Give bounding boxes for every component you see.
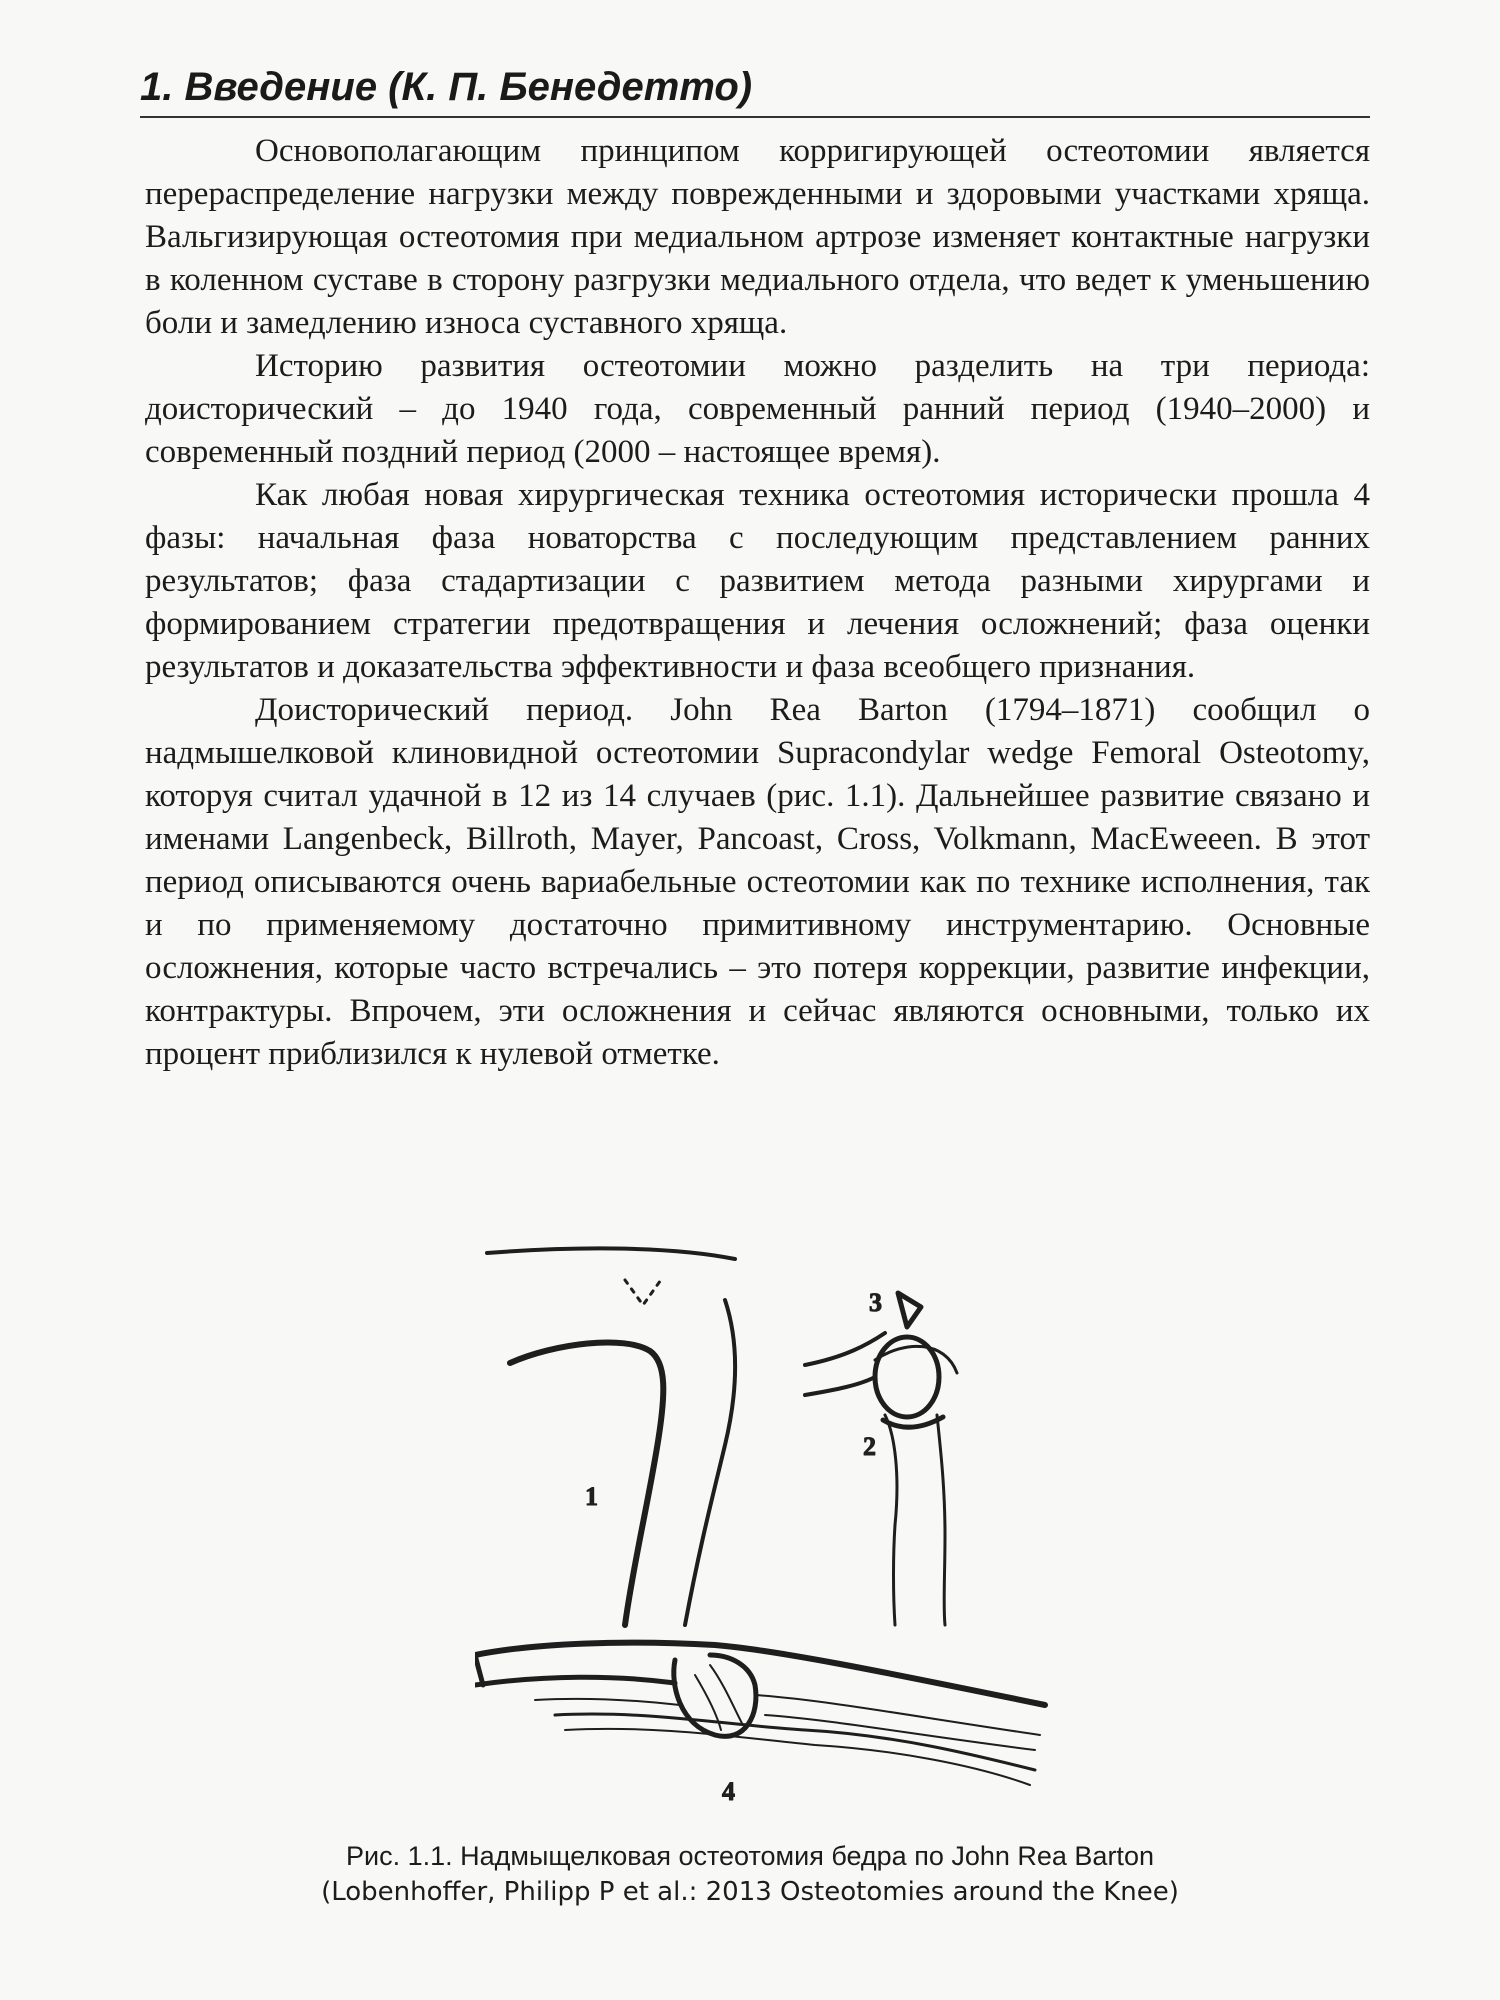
figure-caption: [180, 1838, 1320, 1910]
figure-label-2: 2: [863, 1432, 876, 1461]
paragraph: Основополагающим принципом корригирующей остеотомии является перераспределение нагрузки между поврежденными и здоровыми участками хряща. Вальгизирующая остеотомия при медиальном артрозе изменяет контактные нагрузки в коленном суставе в сторону разгрузки медиального отдела, что ведет к уменьшению боли и замедлению износа суставного хряща.: [145, 133, 1370, 341]
paragraph: Доисторический период. John Rea Barton (1794–1871) сообщил о надмышелковой клиновидной остеотомии Supracondylar wedge Femoral Osteotomy, которуя считал удачной в 12 из 14 случаев (рис. 1.1). Дальнейшее развитие связано и именами Langenbeck, Billroth, Mayer, Pancoast, Cross, Volkmann, MacEweeen. В этот период описываются очень вариабельные остеотомии как по технике исполнения, так и по применяемому достаточно примитивному инструментарию. Основные осложнения, которые часто встречались – это потеря коррекции, развитие инфекции, контрактуры. Впрочем, эти осложнения и сейчас являются основными, только их процент приблизился к нулевой отметке.: [145, 692, 1370, 1072]
paragraph: Как любая новая хирургическая техника остеотомия исторически прошла 4 фазы: начальная фаза новаторства с последующим представлением ранних результатов; фаза стадартизации с развитием метода разными хирургами и формированием стратегии предотвращения и лечения осложнений; фаза оценки результатов и доказательства эффективности и фаза всеобщего признания.: [145, 477, 1370, 685]
figure-label-3: 3: [869, 1288, 882, 1317]
caption-title: Рис. 1.1. Надмыщелковая остеотомия бедра по John Rea Barton: [346, 1841, 1154, 1871]
paragraph: Историю развития остеотомии можно разделить на три периода: доисторический – до 1940 года, современный ранний период (1940–2000) и современный поздний период (2000 – настоящее время).: [145, 348, 1370, 470]
caption-source: (Lobenhoffer, Philipp P et al.: 2013 Osteotomies around the Knee): [321, 1877, 1179, 1907]
figure-osteotomy-drawing: [475, 1245, 1050, 1825]
figure-label-1: 1: [585, 1482, 598, 1511]
figure-label-4: 4: [722, 1777, 735, 1806]
section-heading: 1. Введение (К. П. Бенедетто): [140, 60, 1370, 118]
body-text: [145, 130, 1370, 1076]
osteotomy-illustration: [475, 1245, 1050, 1825]
